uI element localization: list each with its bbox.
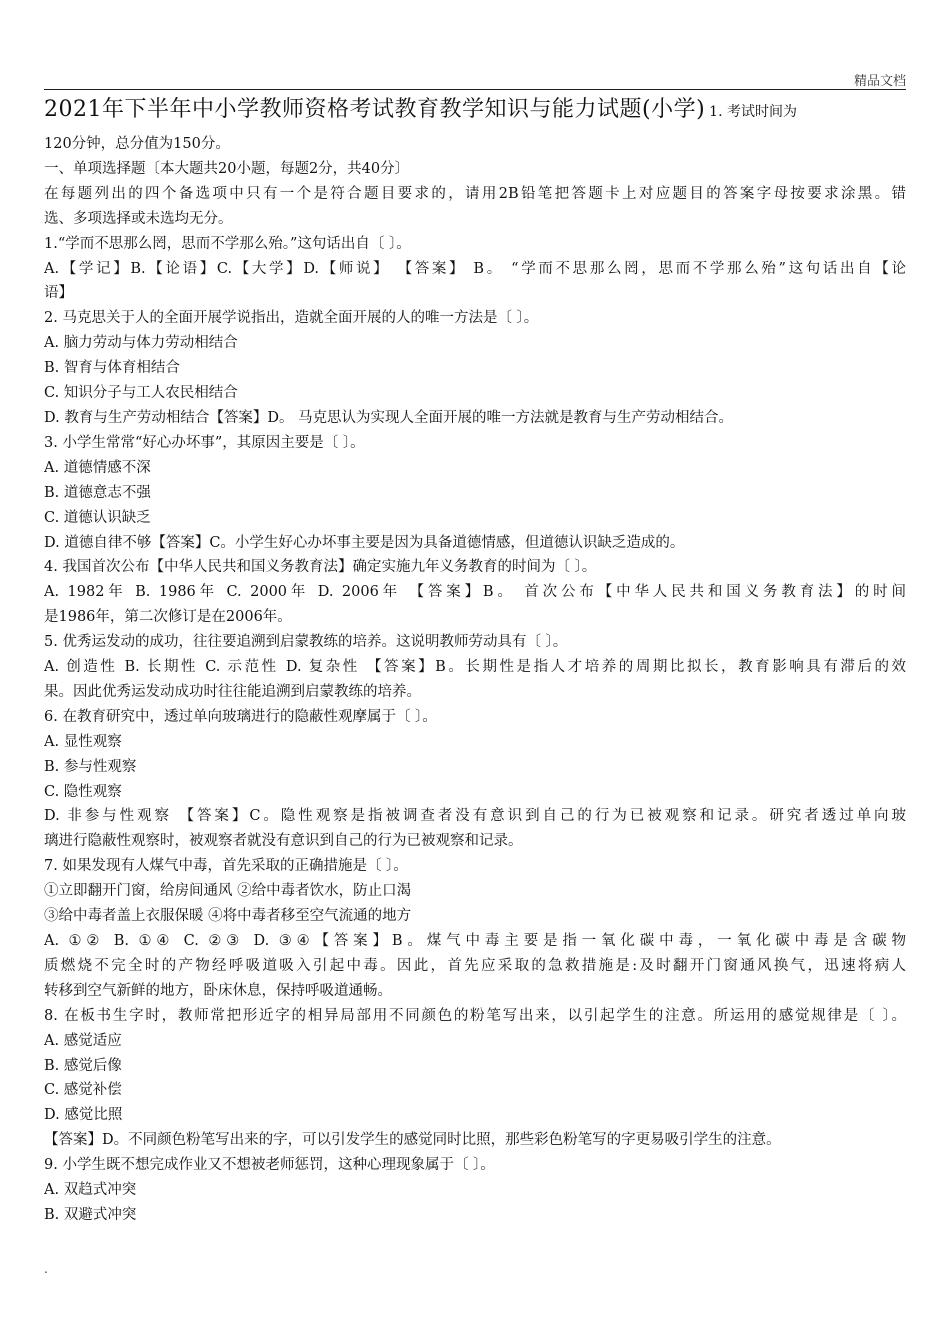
text-line: C. 隐性观察 — [44, 783, 122, 800]
document-title: 2021年下半年中小学教师资格考试教育教学知识与能力试题(小学) — [44, 97, 706, 122]
text-line: 6. 在教育研究中，透过单向玻璃进行的隐蔽性观摩属于〔 〕。 — [44, 708, 437, 725]
text-line: D. 道德自律不够【答案】C。小学生好心办坏事主要是因为具备道德情感，但道德认识缺乏造成的。 — [44, 534, 685, 551]
text-line: B. 道德意志不强 — [44, 484, 151, 501]
text-line: 语】 — [44, 285, 73, 302]
text-line: B. 智育与体育相结合 — [44, 360, 180, 377]
text-line: 5. 优秀运发动的成功，往往要追溯到启蒙教练的培养。这说明教师劳动具有〔 〕。 — [44, 634, 568, 651]
text-line: 在每题列出的四个备选项中只有一个是符合题目要求的，请用2B铅笔把答题卡上对应题目的答案字母按要求涂黑。错 — [44, 185, 906, 202]
text-line: A. 感觉适应 — [44, 1032, 122, 1049]
text-line: A. 显性观察 — [44, 733, 122, 750]
text-line: ①立即翻开门窗，给房间通风 ②给中毒者饮水，防止口渴 — [44, 883, 412, 900]
text-line: 3. 小学生常常“好心办坏事”，其原因主要是〔 〕。 — [44, 434, 365, 451]
title-tail-text: 1. 考试时间为 — [709, 104, 797, 120]
document-body — [44, 92, 906, 1228]
text-line: 质燃烧不完全时的产物经呼吸道吸入引起中毒。因此，首先应采取的急救措施是:及时翻开门窗通风换气，迅速将病人 — [44, 957, 906, 974]
title-line — [44, 92, 906, 132]
text-line: D. 感觉比照 — [44, 1107, 123, 1124]
text-line: 8. 在板书生字时，教师常把形近字的相异局部用不同颜色的粉笔写出来，以引起学生的注意。所运用的感觉规律是〔 〕。 — [44, 1007, 906, 1024]
text-line: 【答案】D。不同颜色粉笔写出来的字，可以引发学生的感觉同时比照，那些彩色粉笔写的字更易吸引学生的注意。 — [44, 1132, 781, 1149]
text-line: C. 知识分子与工人农民相结合 — [44, 385, 238, 402]
text-line: 璃进行隐蔽性观察时，被观察者就没有意识到自己的行为已被观察和记录。 — [44, 833, 523, 850]
text-line: A. ①② B. ①④ C. ②③ D. ③④【答案】B。煤气中毒主要是指一氧化碳中毒，一氧化碳中毒是含碳物 — [44, 933, 906, 949]
text-line: 7. 如果发现有人煤气中毒，首先采取的正确措施是〔 〕。 — [44, 858, 408, 875]
text-line: 120分钟，总分值为150分。 — [44, 136, 230, 152]
text-line: 9. 小学生既不想完成作业又不想被老师惩罚，这种心理现象属于〔 〕。 — [44, 1157, 495, 1174]
text-line: A. 1982年 B. 1986年 C. 2000年 D. 2006年 【答案】B。 首次公布【中华人民共和国义务教育法】的时间 — [44, 584, 906, 601]
text-line: A. 脑力劳动与体力劳动相结合 — [44, 335, 238, 352]
text-lines — [44, 132, 906, 1228]
text-line: 果。因此优秀运发动成功时往往能追溯到启蒙教练的培养。 — [44, 683, 421, 700]
text-line: D. 教育与生产劳动相结合【答案】D。 马克思认为实现人全面开展的唯一方法就是教育与生产劳动相结合。 — [44, 409, 734, 426]
header-rule — [44, 89, 906, 90]
text-line: B. 双避式冲突 — [44, 1206, 137, 1223]
text-line: 1.“学而不思那么罔，思而不学那么殆。”这句话出自〔 〕。 — [44, 235, 411, 252]
text-line: A. 道德情感不深 — [44, 459, 151, 476]
text-line: ③给中毒者盖上衣服保暖 ④将中毒者移至空气流通的地方 — [44, 908, 412, 925]
text-line: 选、多项选择或未选均无分。 — [44, 210, 233, 227]
text-line: A. 创造性 B. 长期性 C. 示范性 D. 复杂性 【答案】B。长期性是指人才培养的周期比拟长，教育影响具有滞后的效 — [44, 659, 906, 676]
text-line: 是1986年，第二次修订是在2006年。 — [44, 609, 292, 626]
text-line: D. 非参与性观察 【答案】C。隐性观察是指被调查者没有意识到自己的行为已被观察和记录。研究者透过单向玻 — [44, 808, 906, 825]
page-header-label: 精品文档 — [853, 74, 906, 89]
footer-mark: . — [44, 1262, 48, 1276]
text-line: A.【学记】B.【论语】C.【大学】D.【师说】 【答案】 B。 “学而不思那么罔，思而不学那么殆”这句话出自【论 — [44, 260, 906, 277]
text-line: 转移到空气新鲜的地方，卧床休息，保持呼吸道通畅。 — [44, 982, 392, 999]
text-line: B. 参与性观察 — [44, 758, 137, 775]
text-line: C. 道德认识缺乏 — [44, 509, 151, 526]
text-line: 4. 我国首次公布【中华人民共和国义务教育法】确定实施九年义务教育的时间为〔 〕。 — [44, 559, 597, 576]
text-line: B. 感觉后像 — [44, 1057, 122, 1074]
text-line: 2. 马克思关于人的全面开展学说指出，造就全面开展的人的唯一方法是〔 〕。 — [44, 310, 539, 327]
text-line: A. 双趋式冲突 — [44, 1182, 137, 1199]
text-line: 一、单项选择题〔本大题共20小题，每题2分，共40分〕 — [44, 160, 410, 177]
text-line: C. 感觉补偿 — [44, 1082, 122, 1099]
